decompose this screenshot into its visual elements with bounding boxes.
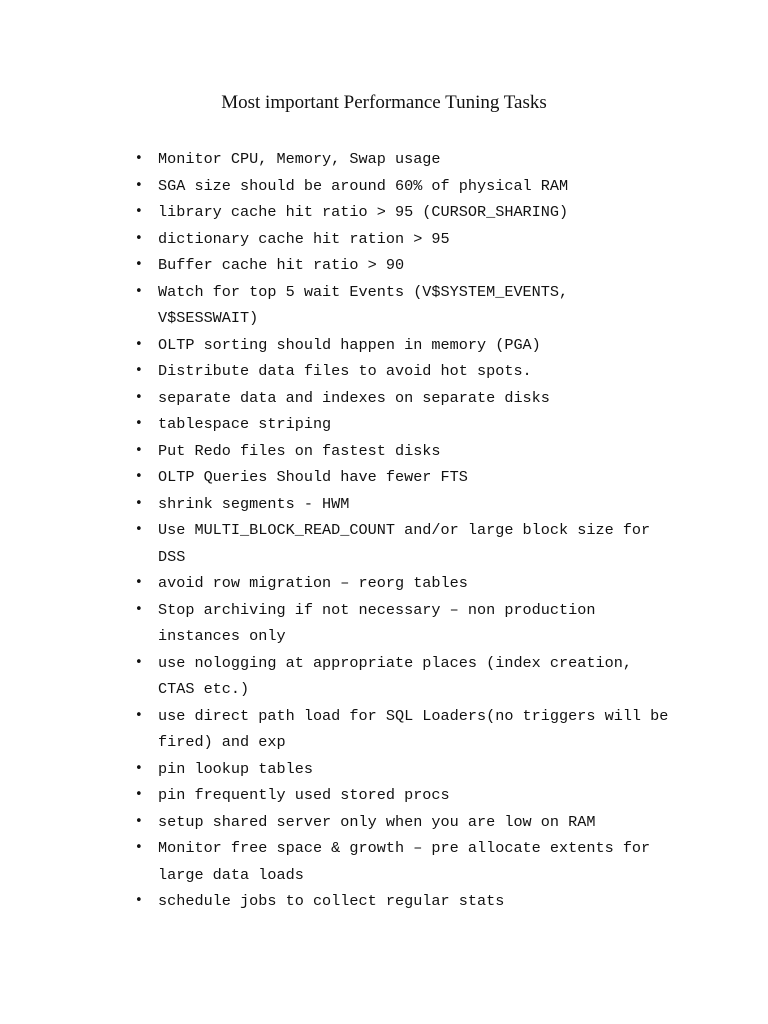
bullet-icon: •	[135, 151, 143, 166]
bullet-icon: •	[135, 442, 143, 458]
bullet-icon: •	[135, 840, 143, 855]
list-item	[130, 491, 670, 518]
bullet-icon: •	[135, 813, 143, 829]
list-item-text: pin frequently used stored procs	[158, 786, 450, 804]
list-item-text: use direct path load for SQL Loaders(no triggers will be fired) and exp	[158, 706, 669, 751]
bullet-icon: •	[135, 257, 143, 272]
list-item	[130, 650, 670, 703]
list-item	[130, 597, 670, 650]
task-list	[130, 146, 670, 915]
bullet-icon: •	[135, 575, 143, 590]
list-item	[130, 332, 670, 359]
list-item-text: Monitor free space & growth – pre allocate extents for large data loads	[158, 839, 651, 884]
list-item-text: SGA size should be around 60% of physical RAM	[158, 176, 569, 195]
list-item-text: Put Redo files on fastest disks	[158, 441, 441, 460]
list-item-text: Stop archiving if not necessary – non production instances only	[158, 600, 596, 645]
list-item	[130, 411, 670, 438]
list-item-text: separate data and indexes on separate disks	[158, 388, 550, 407]
list-item-text: Use MULTI_BLOCK_READ_COUNT and/or large block size for DSS	[158, 521, 651, 566]
list-item	[130, 385, 670, 412]
list-item-text: use nologging at appropriate places (index creation, CTAS etc.)	[158, 653, 632, 698]
bullet-icon: •	[135, 787, 143, 802]
list-item-text: library cache hit ratio > 95 (CURSOR_SHARING)	[158, 203, 569, 221]
list-item	[130, 199, 670, 226]
list-item	[130, 835, 670, 888]
bullet-icon: •	[135, 522, 143, 537]
list-item	[130, 279, 670, 332]
list-item	[130, 252, 670, 279]
list-item	[130, 782, 670, 809]
list-item	[130, 226, 670, 253]
bullet-icon: •	[135, 204, 143, 219]
list-item	[130, 703, 670, 756]
list-item-text: pin lookup tables	[158, 759, 313, 778]
list-item	[130, 888, 670, 915]
bullet-icon: •	[135, 336, 143, 352]
list-item	[130, 358, 670, 385]
bullet-icon: •	[135, 760, 143, 776]
list-item-text: setup shared server only when you are low on RAM	[158, 812, 596, 831]
bullet-icon: •	[135, 469, 143, 484]
list-item-text: OLTP Queries Should have fewer FTS	[158, 468, 468, 486]
page-title: Most important Performance Tuning Tasks	[221, 92, 547, 113]
bullet-icon: •	[135, 283, 143, 299]
list-item-text: dictionary cache hit ration > 95	[158, 229, 450, 248]
bullet-icon: •	[135, 363, 143, 378]
list-item-text: avoid row migration – reorg tables	[158, 574, 468, 592]
bullet-icon: •	[135, 416, 143, 431]
bullet-icon: •	[135, 601, 143, 617]
list-item-text: shrink segments - HWM	[158, 494, 350, 513]
bullet-icon: •	[135, 654, 143, 670]
bullet-icon: •	[135, 707, 143, 723]
list-item	[130, 756, 670, 783]
bullet-icon: •	[135, 230, 143, 246]
bullet-icon: •	[135, 177, 143, 193]
list-item-text: schedule jobs to collect regular stats	[158, 892, 505, 910]
list-item-text: Monitor CPU, Memory, Swap usage	[158, 150, 441, 168]
list-item	[130, 809, 670, 836]
list-item	[130, 146, 670, 173]
bullet-icon: •	[135, 893, 143, 908]
list-item	[130, 517, 670, 570]
list-item-text: Watch for top 5 wait Events (V$SYSTEM_EVENTS, V$SESSWAIT)	[158, 282, 569, 327]
list-item-text: Distribute data files to avoid hot spots.	[158, 362, 532, 380]
list-item-text: Buffer cache hit ratio > 90	[158, 256, 405, 274]
list-item	[130, 173, 670, 200]
list-item-text: OLTP sorting should happen in memory (PGA)	[158, 335, 541, 354]
list-item	[130, 464, 670, 491]
list-item	[130, 570, 670, 597]
bullet-icon: •	[135, 389, 143, 405]
list-item	[130, 438, 670, 465]
list-item-text: tablespace striping	[158, 415, 332, 433]
bullet-icon: •	[135, 495, 143, 511]
